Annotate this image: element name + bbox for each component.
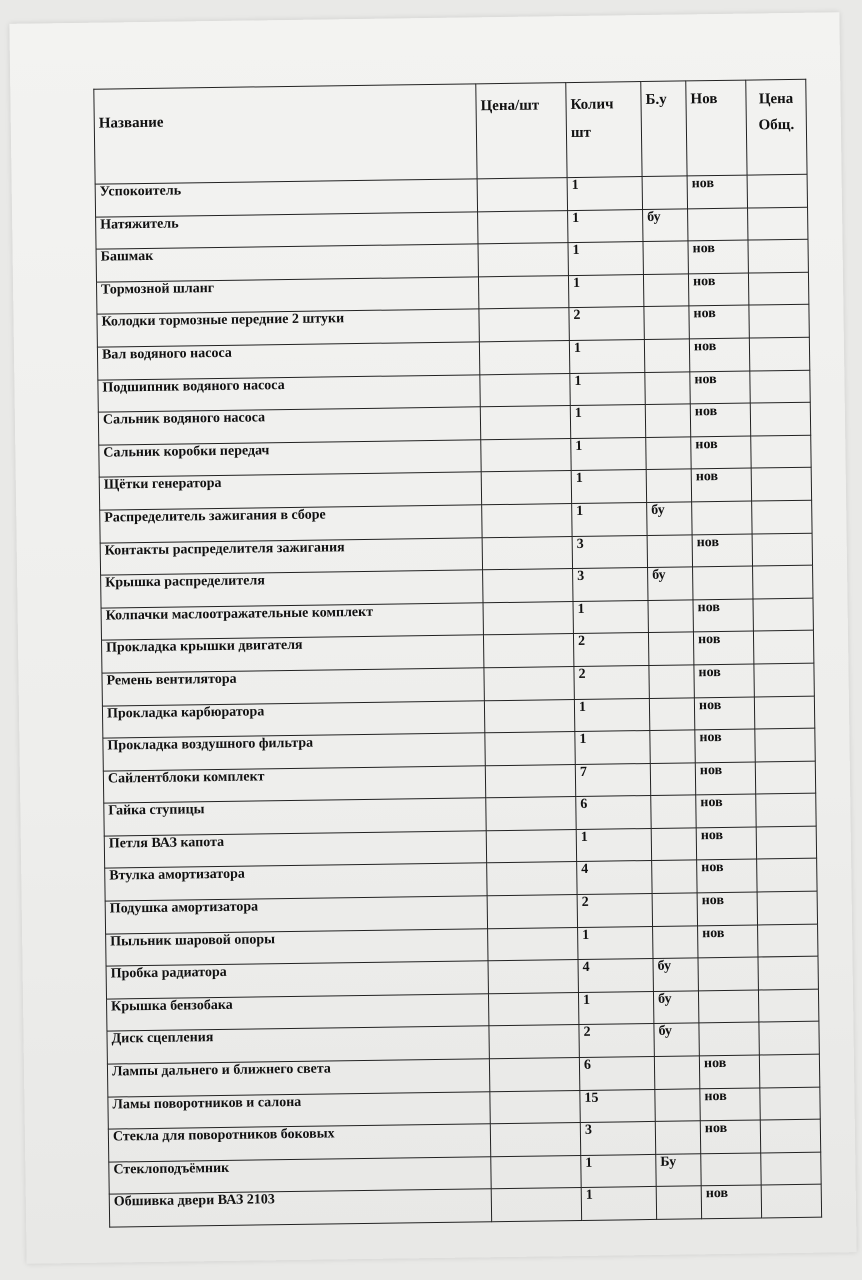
parts-table-container xyxy=(93,79,821,1228)
header-price: Цена/шт xyxy=(476,83,567,179)
cell-name: Диск сцепления xyxy=(107,1026,489,1064)
cell-used xyxy=(653,925,698,958)
cell-total xyxy=(758,956,818,989)
cell-total xyxy=(748,207,808,240)
cell-price xyxy=(478,210,568,244)
cell-price xyxy=(484,666,574,700)
cell-name: Крышка бензобака xyxy=(107,994,489,1032)
cell-total xyxy=(761,1185,821,1218)
cell-price xyxy=(486,797,576,831)
cell-name: Подушка амортизатора xyxy=(105,896,487,934)
cell-new: нов xyxy=(698,925,758,958)
cell-price xyxy=(482,536,572,570)
cell-qty: 1 xyxy=(568,274,643,308)
cell-qty: 1 xyxy=(570,405,645,439)
cell-total xyxy=(750,370,810,403)
cell-total xyxy=(756,793,816,826)
header-new: Нов xyxy=(686,80,747,176)
cell-total xyxy=(757,891,817,924)
cell-used xyxy=(644,306,689,339)
cell-total xyxy=(759,1022,819,1055)
cell-price xyxy=(479,308,569,342)
cell-price xyxy=(481,438,571,472)
cell-price xyxy=(488,960,578,994)
cell-total xyxy=(751,435,811,468)
cell-name: Прокладка воздушного фильтра xyxy=(103,733,485,771)
cell-name: Колпачки маслоотражательные комплект xyxy=(101,603,483,641)
cell-price xyxy=(491,1155,581,1189)
cell-price xyxy=(490,1090,580,1124)
cell-used xyxy=(645,404,690,437)
cell-name: Сальник коробки передач xyxy=(99,440,481,478)
cell-new: нов xyxy=(692,534,752,567)
cell-used xyxy=(648,632,693,665)
cell-new: нов xyxy=(701,1185,761,1218)
cell-name: Гайка ступицы xyxy=(104,798,486,836)
cell-qty: 1 xyxy=(581,1154,656,1188)
cell-total xyxy=(758,989,818,1022)
cell-price xyxy=(479,341,569,375)
header-total-price: Цена Общ. xyxy=(746,79,807,175)
cell-qty: 1 xyxy=(572,502,647,536)
cell-new: нов xyxy=(689,305,749,338)
cell-used xyxy=(649,665,694,698)
cell-name: Тормозной шланг xyxy=(96,277,478,315)
cell-used xyxy=(645,371,690,404)
cell-new: нов xyxy=(689,338,749,371)
cell-name: Прокладка карбюратора xyxy=(102,700,484,738)
cell-used: бу xyxy=(643,208,688,241)
cell-qty: 1 xyxy=(578,926,653,960)
cell-name: Ремень вентилятора xyxy=(102,668,484,706)
cell-new: нов xyxy=(690,371,750,404)
cell-new: нов xyxy=(695,729,755,762)
cell-new: нов xyxy=(688,240,748,273)
cell-new xyxy=(701,1153,761,1186)
cell-new: нов xyxy=(700,1120,760,1153)
cell-total xyxy=(755,761,815,794)
cell-price xyxy=(482,503,572,537)
cell-new xyxy=(698,957,758,990)
cell-price xyxy=(484,699,574,733)
cell-used xyxy=(656,1186,701,1219)
cell-new: нов xyxy=(696,827,756,860)
cell-used xyxy=(651,795,696,828)
cell-name: Башмак xyxy=(96,244,478,282)
cell-used xyxy=(651,828,696,861)
cell-new: нов xyxy=(694,697,754,730)
cell-price xyxy=(491,1188,581,1222)
parts-table xyxy=(93,79,822,1228)
cell-used xyxy=(642,176,687,209)
cell-name: Прокладка крышки двигателя xyxy=(102,635,484,673)
cell-qty: 2 xyxy=(577,894,652,928)
cell-new xyxy=(698,990,758,1023)
cell-price xyxy=(485,764,575,798)
cell-name: Петля ВАЗ капота xyxy=(104,831,486,869)
cell-name: Лампы дальнего и ближнего света xyxy=(107,1059,489,1097)
cell-total xyxy=(755,728,815,761)
cell-name: Пробка радиатора xyxy=(106,961,488,999)
cell-new xyxy=(692,501,752,534)
cell-used xyxy=(646,437,691,470)
cell-used xyxy=(654,1056,699,1089)
cell-total xyxy=(750,402,810,435)
cell-name: Пыльник шаровой опоры xyxy=(106,928,488,966)
cell-total xyxy=(748,272,808,305)
cell-total xyxy=(748,239,808,272)
cell-price xyxy=(483,569,573,603)
cell-new: нов xyxy=(688,273,748,306)
cell-new xyxy=(699,1022,759,1055)
cell-name: Вал водяного насоса xyxy=(97,342,479,380)
cell-new: нов xyxy=(700,1088,760,1121)
cell-total xyxy=(760,1119,820,1152)
cell-used xyxy=(655,1121,700,1154)
cell-name: Распределитель зажигания в сборе xyxy=(100,505,482,543)
cell-qty: 3 xyxy=(580,1122,655,1156)
cell-total xyxy=(760,1087,820,1120)
cell-price xyxy=(489,1025,579,1059)
cell-new: нов xyxy=(693,631,753,664)
cell-price xyxy=(486,829,576,863)
cell-total xyxy=(747,174,807,207)
cell-qty: 4 xyxy=(578,959,653,993)
cell-qty: 1 xyxy=(576,828,651,862)
cell-name: Успокоитель xyxy=(95,179,477,217)
cell-qty: 15 xyxy=(580,1089,655,1123)
cell-price xyxy=(483,601,573,635)
cell-qty: 2 xyxy=(573,633,648,667)
cell-new: нов xyxy=(690,403,750,436)
cell-new xyxy=(693,566,753,599)
cell-qty: 1 xyxy=(570,372,645,406)
cell-used xyxy=(650,763,695,796)
cell-total xyxy=(759,1054,819,1087)
cell-total xyxy=(753,565,813,598)
cell-total xyxy=(753,631,813,664)
cell-used xyxy=(643,274,688,307)
cell-qty: 6 xyxy=(579,1056,654,1090)
cell-price xyxy=(488,992,578,1026)
header-qty: Колич шт xyxy=(566,82,642,178)
cell-name: Сайлентблоки комплект xyxy=(103,765,485,803)
cell-total xyxy=(757,859,817,892)
cell-name: Подшипник водяного насоса xyxy=(98,374,480,412)
cell-used: бу xyxy=(647,502,692,535)
cell-qty: 4 xyxy=(577,861,652,895)
cell-name: Сальник водяного насоса xyxy=(98,407,480,445)
cell-price xyxy=(489,1058,579,1092)
cell-new: нов xyxy=(693,599,753,632)
cell-new: нов xyxy=(691,468,751,501)
cell-qty: 1 xyxy=(569,339,644,373)
cell-used xyxy=(655,1088,700,1121)
paper-sheet xyxy=(9,12,856,1263)
cell-total xyxy=(752,500,812,533)
cell-new: нов xyxy=(687,175,747,208)
cell-total xyxy=(758,924,818,957)
cell-price xyxy=(480,373,570,407)
cell-price xyxy=(481,471,571,505)
cell-qty: 3 xyxy=(572,535,647,569)
cell-name: Натяжитель xyxy=(96,211,478,249)
cell-total xyxy=(754,663,814,696)
cell-qty: 2 xyxy=(579,1024,654,1058)
cell-used: бу xyxy=(654,1023,699,1056)
cell-used: Бу xyxy=(656,1154,701,1187)
cell-qty: 1 xyxy=(568,209,643,243)
cell-price xyxy=(480,406,570,440)
table-body xyxy=(95,174,821,1227)
cell-total xyxy=(751,468,811,501)
header-name: Название xyxy=(94,84,477,184)
cell-new: нов xyxy=(696,794,756,827)
cell-qty: 1 xyxy=(575,731,650,765)
cell-qty: 1 xyxy=(571,437,646,471)
cell-name: Контакты распределителя зажигания xyxy=(100,537,482,575)
cell-qty: 2 xyxy=(569,307,644,341)
cell-qty: 1 xyxy=(573,600,648,634)
cell-total xyxy=(753,598,813,631)
cell-price xyxy=(485,732,575,766)
cell-name: Колодки тормозные передние 2 штуки xyxy=(97,309,479,347)
cell-total xyxy=(761,1152,821,1185)
cell-total xyxy=(749,305,809,338)
cell-total xyxy=(756,826,816,859)
cell-used xyxy=(646,469,691,502)
cell-new: нов xyxy=(699,1055,759,1088)
cell-used: бу xyxy=(648,567,693,600)
cell-new xyxy=(688,208,748,241)
cell-name: Стекла для поворотников боковых xyxy=(108,1124,490,1162)
table-header-row xyxy=(94,79,807,184)
cell-name: Крышка распределителя xyxy=(101,570,483,608)
cell-new: нов xyxy=(697,859,757,892)
cell-used xyxy=(652,860,697,893)
cell-name: Стеклоподъёмник xyxy=(109,1157,491,1195)
cell-qty: 3 xyxy=(573,568,648,602)
cell-price xyxy=(478,275,568,309)
cell-used xyxy=(644,339,689,372)
cell-qty: 1 xyxy=(571,470,646,504)
cell-qty: 1 xyxy=(567,177,642,211)
cell-used xyxy=(652,893,697,926)
cell-qty: 2 xyxy=(574,665,649,699)
cell-new: нов xyxy=(695,762,755,795)
header-used: Б.у xyxy=(641,81,687,177)
cell-qty: 6 xyxy=(576,796,651,830)
cell-price xyxy=(490,1123,580,1157)
cell-name: Ламы поворотников и салона xyxy=(108,1091,490,1129)
cell-qty: 1 xyxy=(574,698,649,732)
cell-used xyxy=(643,241,688,274)
cell-name: Щётки генератора xyxy=(99,472,481,510)
cell-price xyxy=(487,862,577,896)
cell-used xyxy=(649,697,694,730)
cell-price xyxy=(478,243,568,277)
cell-name: Втулка амортизатора xyxy=(105,863,487,901)
cell-new: нов xyxy=(694,664,754,697)
cell-new: нов xyxy=(691,436,751,469)
cell-used xyxy=(648,600,693,633)
cell-qty: 7 xyxy=(575,763,650,797)
cell-price xyxy=(483,634,573,668)
cell-qty: 1 xyxy=(568,242,643,276)
cell-total xyxy=(749,337,809,370)
cell-name: Обшивка двери ВАЗ 2103 xyxy=(109,1189,491,1227)
cell-qty: 1 xyxy=(581,1187,656,1221)
cell-total xyxy=(754,696,814,729)
cell-new: нов xyxy=(697,892,757,925)
cell-used xyxy=(647,534,692,567)
cell-qty: 1 xyxy=(578,991,653,1025)
cell-used xyxy=(650,730,695,763)
cell-price xyxy=(488,927,578,961)
cell-price xyxy=(487,895,577,929)
cell-price xyxy=(477,178,567,212)
cell-used: бу xyxy=(653,991,698,1024)
cell-used: бу xyxy=(653,958,698,991)
cell-total xyxy=(752,533,812,566)
